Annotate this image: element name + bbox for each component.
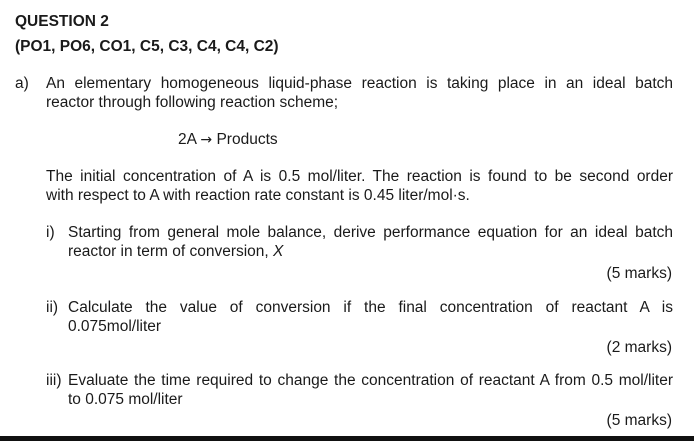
course-outcomes: (PO1, PO6, CO1, C5, C3, C4, C4, C2) bbox=[15, 38, 279, 55]
subquestion-ii-line2: 0.075mol/liter bbox=[68, 318, 162, 335]
subquestion-iii-line1: Evaluate the time required to change the concentration of reactant A from 0.5 mol/liter bbox=[68, 372, 673, 389]
part-a-info-line2: with respect to A with reaction rate constant is 0.45 liter/mol·s. bbox=[46, 187, 470, 204]
subquestion-i-line2: reactor in term of conversion, X bbox=[68, 243, 284, 260]
reactant: 2A bbox=[178, 131, 197, 148]
reaction-scheme bbox=[178, 131, 278, 149]
subquestion-iii-marks: (5 marks) bbox=[606, 412, 672, 429]
part-a-info-line1: The initial concentration of A is 0.5 mol/liter. The reaction is found to be second order bbox=[46, 168, 673, 185]
question-title: QUESTION 2 bbox=[15, 13, 109, 30]
subquestion-ii-label: ii) bbox=[46, 299, 59, 316]
reaction-arrow-icon: → bbox=[200, 132, 213, 148]
subquestion-iii-line2: to 0.075 mol/liter bbox=[68, 391, 183, 408]
subquestion-ii-line1: Calculate the value of conversion if the final concentration of reactant A is bbox=[68, 299, 673, 316]
subquestion-i-label: i) bbox=[46, 224, 55, 241]
part-a-label: a) bbox=[15, 75, 29, 92]
subquestion-i-marks: (5 marks) bbox=[606, 265, 672, 282]
subquestion-ii-marks: (2 marks) bbox=[606, 339, 672, 356]
subquestion-i-line1: Starting from general mole balance, derive performance equation for an ideal batch bbox=[68, 224, 673, 241]
subquestion-iii-label: iii) bbox=[46, 372, 62, 389]
part-a-intro-line2: reactor through following reaction scheme; bbox=[46, 94, 339, 111]
bottom-border bbox=[0, 436, 694, 441]
part-a-intro-line1: An elementary homogeneous liquid-phase reaction is taking place in an ideal batch bbox=[46, 75, 673, 92]
products: Products bbox=[216, 131, 278, 148]
conversion-variable: X bbox=[273, 243, 284, 260]
